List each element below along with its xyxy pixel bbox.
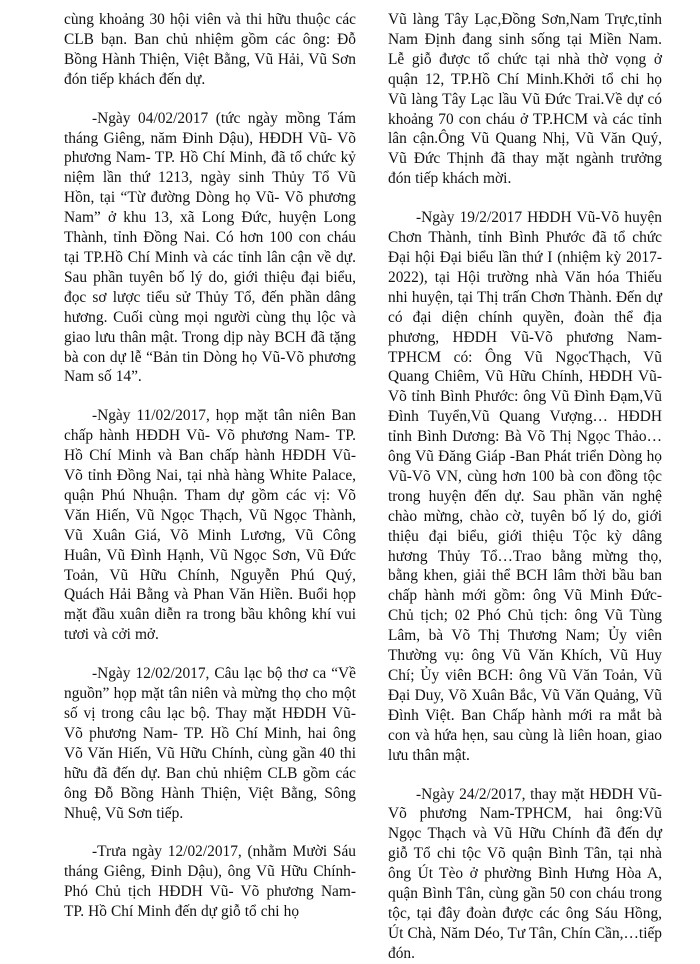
paragraph-memorial-continued: Vũ làng Tây Lạc,Đồng Sơn,Nam Trực,tỉnh Nam Định đang sinh sống tại Miền Nam. Lễ giỗ được tổ chức tại nhà thờ vọng ở quận 12, TP.Hồ Chí Minh.Khởi tổ chi họ Vũ làng Tây Lạc lầu Vũ Đức Trai.Về dự có khoảng 70 con cháu ở TP.HCM và các tỉnh lân cận.Ông Vũ Quang Nhị, Vũ Văn Quý, Vũ Đức Thịnh đã thay mặt ngành trưởng đón tiếp khách mời. [388,11,662,188]
right-column [388,10,662,964]
paragraph-binh-tan-memorial: -Ngày 24/2/2017, thay mặt HĐDH Vũ-Võ phương Nam-TPHCM, hai ông:Vũ Ngọc Thạch và Vũ Hữu Chính đã đến dự giỗ Tổ chi tộc Võ quận Bình Tân, tại nhà ông Út Tèo ở phường Bình Hưng Hòa A, quận Bình Tân, cùng gần 50 con cháu trong tộc, tại đây đoàn được các ông Sáu Hồng, Út Chà, Năm Déo, Tư Tân, Chín Cần,…tiếp đón. [388,785,662,962]
paragraph-chon-thanh-congress: -Ngày 19/2/2017 HĐDH Vũ-Võ huyện Chơn Thành, tỉnh Bình Phước đã tổ chức Đại hội Đại biểu lần thứ I (nhiệm kỳ 2017-2022), tại Hội trường nhà Văn hóa Thiếu nhi huyện, tại Thị trấn Chơn Thành. Đến dự có đại diện chính quyền, đoàn thể địa phương, HĐDH Vũ-Võ phương Nam-TPHCM có: Ông Vũ NgọcThạch, Vũ Quang Chiêm, Vũ Hữu Chính, HĐDH Vũ-Võ tỉnh Bình Phước: ông Vũ Đình Đạm,Vũ Đình Tuyển,Vũ Quang Vượng… HĐDH tỉnh Bình Dương: Bà Võ Thị Ngọc Thảo…ông Vũ Đăng Giáp -Ban Phát triển Dòng họ Vũ-Võ VN, cùng hơn 100 bà con đồng tộc trong huyện đến dự. Sau phần văn nghệ chào mừng, chào cờ, tuyên bố lý do, giới thiệu đại biểu, giới thiệu Tộc kỳ dâng hương Thủy Tổ…Trao bằng mừng thọ, bằng khen, giải thể BCH lâm thời bầu ban chấp hành mới gồm: ông Vũ Minh Đức-Chủ tịch; 02 Phó Chủ tịch: ông Vũ Tùng Lâm, bà Võ Thị Thương Nam; Ủy viên Thường vụ: ông Vũ Văn Khích, Vũ Huy Chí; Ủy viên BCH: ông Vũ Văn Toản, Vũ Đại Duy, Võ Xuân Bắc, Vũ Văn Quảng, Vũ Đình Việt. Ban Chấp hành mới ra mắt bà con và hứa hẹn, sau cùng là liên hoan, giao lưu thân mật. [388,209,662,764]
paragraph-club-meeting-continued: cùng khoảng 30 hội viên và thi hữu thuộc các CLB bạn. Ban chủ nhiệm gồm các ông: Đỗ Bồng Hành Thiện, Việt Bằng, Vũ Hải, Vũ Sơn đón tiếp khách đến dự. [64,11,356,88]
paragraph-ancestor-anniversary: -Ngày 04/02/2017 (tức ngày mồng Tám tháng Giêng, năm Đinh Dậu), HĐDH Vũ- Võ phương Nam- TP. Hồ Chí Minh, đã tổ chức kỷ niệm lần thứ 1213, ngày sinh Thủy Tổ Vũ Hồn, tại “Từ đường Dòng họ Vũ- Võ phương Nam” ở khu 13, xã Long Đức, huyện Long Thành, tỉnh Đồng Nai. Có hơn 100 con cháu tại TP.Hồ Chí Minh và các tỉnh lân cận về dự. Sau phần tuyên bố lý do, giới thiệu đại biểu, đọc sơ lược tiểu sử Thủy Tổ, đến phần dâng hương. Cuối cùng mọi người cùng thụ lộc và giao lưu thân mật. Trong dịp này BCH đã tặng bà con dự lễ “Bản tin Dòng họ Vũ-Võ phương Nam số 14”. [64,109,356,386]
paragraph-new-year-executive-meeting: -Ngày 11/02/2017, họp mặt tân niên Ban chấp hành HĐDH Vũ- Võ phương Nam- TP. Hồ Chí Minh và Ban chấp hành HĐDH Vũ- Võ tỉnh Đồng Nai, tại nhà hàng White Palace, quận Phú Nhuận. Tham dự gồm các vị: Võ Văn Hiến, Vũ Ngọc Thạch, Vũ Ngọc Thành, Vũ Xuân Giá, Võ Minh Lương, Vũ Công Huân, Vũ Đình Hạnh, Vũ Ngọc Sơn, Vũ Đức Toản, Vũ Hữu Chính, Nguyễn Phú Quý, Quách Hải Bằng và Phan Văn Hiền. Buổi họp mặt đầu xuân diễn ra trong bầu không khí vui tươi và cởi mở. [64,407,356,644]
paragraph-poetry-club-meeting: -Ngày 12/02/2017, Câu lạc bộ thơ ca “Về nguồn” họp mặt tân niên và mừng thọ cho một số vị trong câu lạc bộ. Thay mặt HĐDH Vũ- Võ phương Nam- TP. Hồ Chí Minh, hai ông Võ Văn Hiến, Vũ Hữu Chính, cùng gần 40 thi hữu đã đến dự. Ban chủ nhiệm CLB gồm các ông Đỗ Bồng Hành Thiện, Việt Bằng, Sông Nhuệ, Vũ Sơn tiếp. [64,665,356,822]
left-column [64,10,356,922]
paragraph-memorial-lunch: -Trưa ngày 12/02/2017, (nhằm Mười Sáu tháng Giêng, Đinh Dậu), ông Vũ Hữu Chính- Phó Chủ tịch HĐDH Vũ- Võ phương Nam- TP. Hồ Chí Minh đến dự giỗ tổ chi họ [64,843,356,921]
